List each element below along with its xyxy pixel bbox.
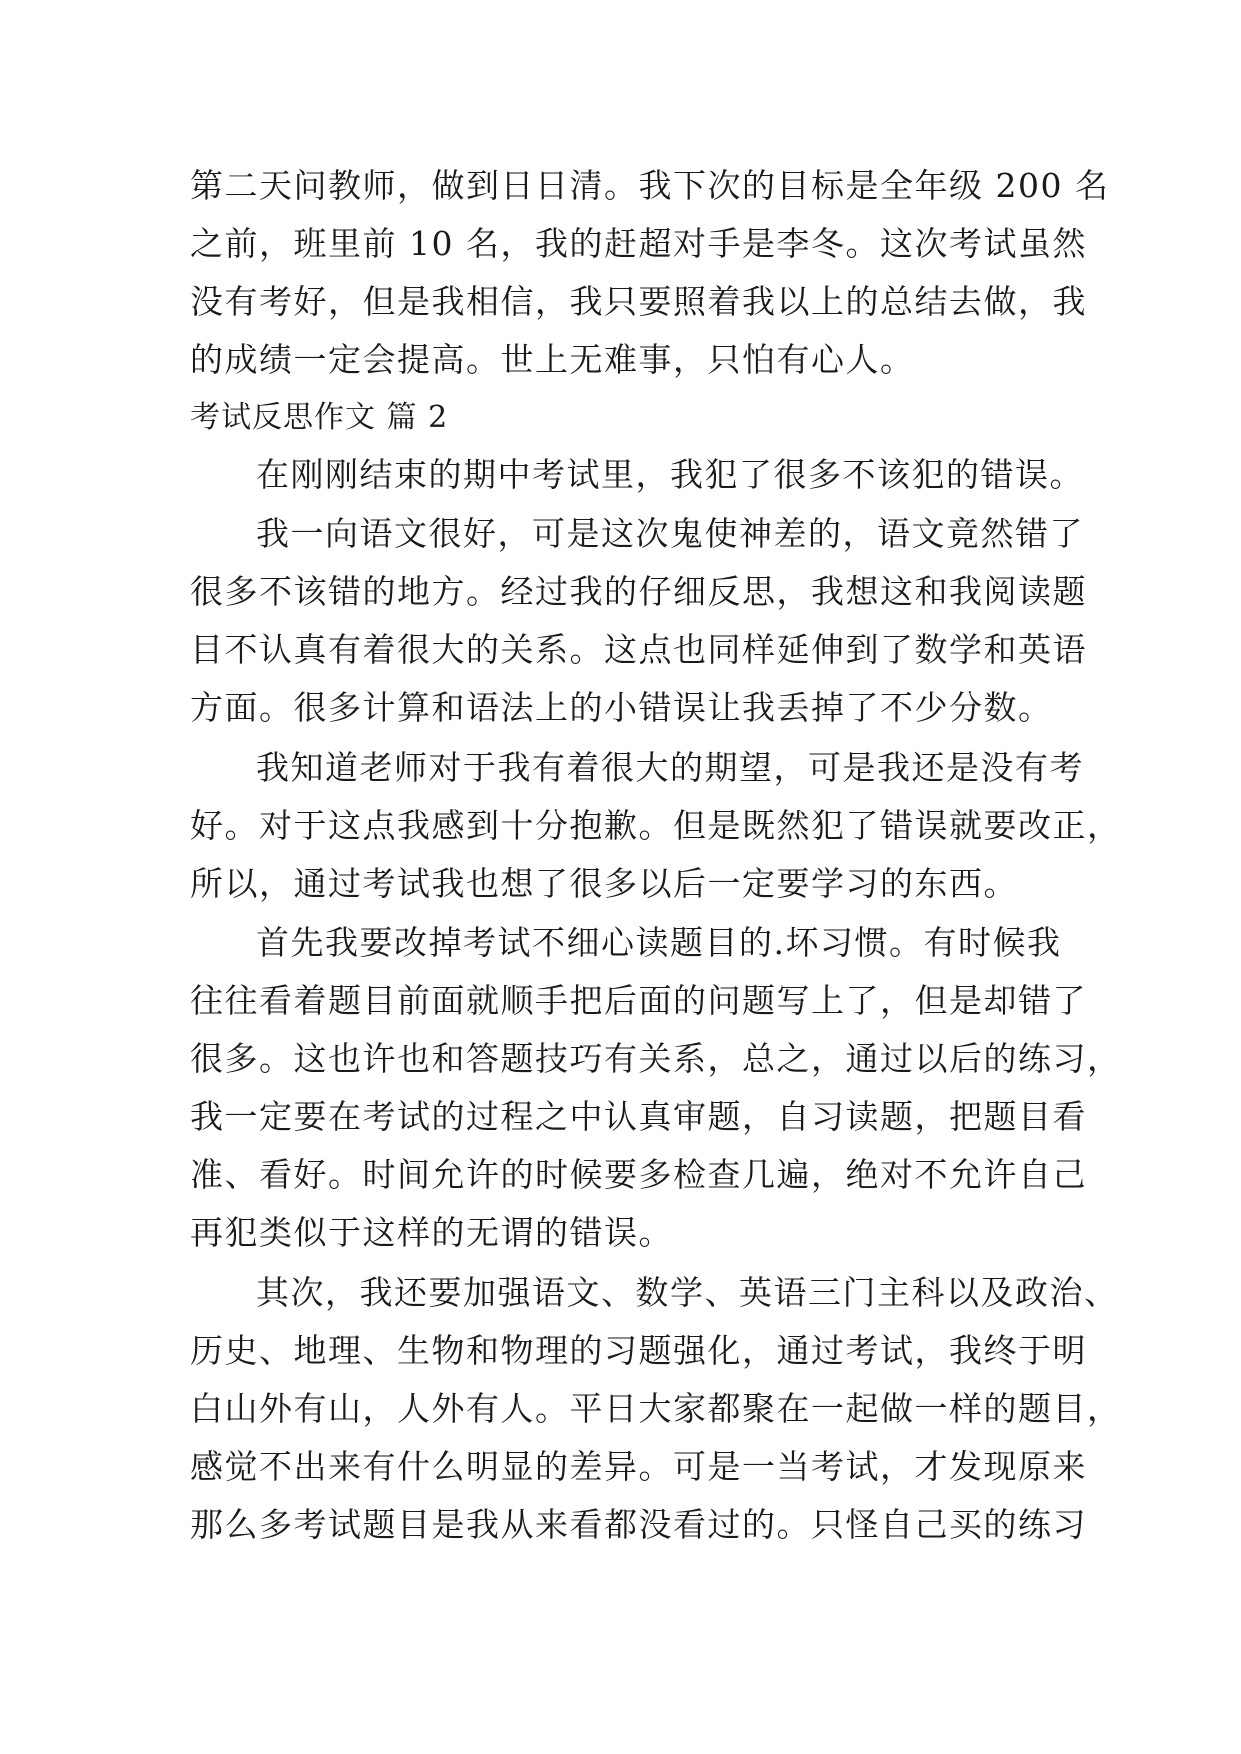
text-line: 没有考好，但是我相信，我只要照着我以上的总结去做，我 [190,282,1087,321]
text-line: 那么多考试题目是我从来看都没看过的。只怪自己买的练习 [190,1505,1087,1544]
text-line: 很多。这也许也和答题技巧有关系，总之，通过以后的练习， [190,1039,1122,1078]
text-line: 首先我要改掉考试不细心读题目的.坏习惯。有时候我 [256,923,1062,962]
text-line: 往往看着题目前面就顺手把后面的问题写上了，但是却错了 [190,981,1087,1020]
text-line: 方面。很多计算和语法上的小错误让我丢掉了不少分数。 [190,688,1053,727]
text-line: 之前，班里前 10 名，我的赶超对手是李冬。这次考试虽然 [190,224,1087,263]
text-line: 我知道老师对于我有着很大的期望，可是我还是没有考 [256,748,1084,787]
text-line: 目不认真有着很大的关系。这点也同样延伸到了数学和英语 [190,630,1087,669]
text-line: 第二天问教师，做到日日清。我下次的目标是全年级 200 名 [190,166,1110,205]
section-heading: 考试反思作文 篇 2 [190,400,449,435]
text-line: 我一向语文很好，可是这次鬼使神差的，语文竟然错了 [256,514,1084,553]
text-line: 的成绩一定会提高。世上无难事，只怕有心人。 [190,340,915,379]
text-line: 很多不该错的地方。经过我的仔细反思，我想这和我阅读题 [190,572,1087,611]
text-line: 我一定要在考试的过程之中认真审题，自习读题，把题目看 [190,1097,1087,1136]
text-line: 感觉不出来有什么明显的差异。可是一当考试，才发现原来 [190,1447,1087,1486]
text-line: 在刚刚结束的期中考试里，我犯了很多不该犯的错误。 [256,455,1084,494]
text-line: 所以，通过考试我也想了很多以后一定要学习的东西。 [190,864,1018,903]
text-line: 好。对于这点我感到十分抱歉。但是既然犯了错误就要改正， [190,806,1122,845]
text-line: 其次，我还要加强语文、数学、英语三门主科以及政治、 [256,1273,1119,1312]
text-line: 再犯类似于这样的无谓的错误。 [190,1213,673,1252]
text-line: 准、看好。时间允许的时候要多检查几遍，绝对不允许自己 [190,1155,1087,1194]
text-line: 白山外有山，人外有人。平日大家都聚在一起做一样的题目， [190,1389,1122,1428]
text-line: 历史、地理、生物和物理的习题强化，通过考试，我终于明 [190,1331,1087,1370]
